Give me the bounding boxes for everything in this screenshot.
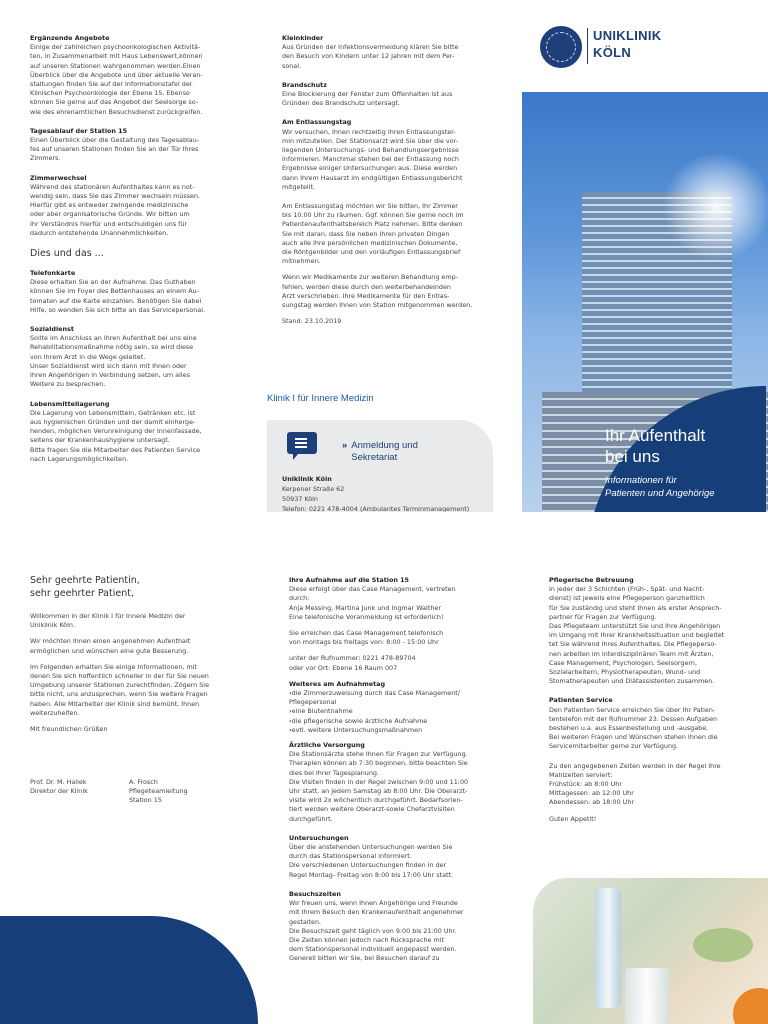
section-sozialdienst: [30, 325, 252, 389]
university-seal-icon: [540, 26, 582, 68]
signature-nursing-lead: A. Frosch Pflegeteamleitung Station 15: [129, 778, 188, 805]
cover-subtitle: Informationen für Patienten und Angehörige: [605, 475, 715, 499]
section-untersuchungen: [289, 834, 509, 880]
section-patienten-service: [549, 696, 765, 751]
section-ergaenzende-angebote: [30, 34, 252, 117]
water-bottle-photo: [533, 878, 768, 1024]
photo-leaf: [693, 928, 753, 962]
section-heading: Lebensmittellagerung: [30, 399, 110, 408]
cover-title-block: [605, 425, 715, 500]
section-heading: Weiteres am Aufnahmetag: [289, 679, 386, 688]
klinik-name-label: Klinik I für Innere Medizin: [267, 393, 374, 404]
photo-orange: [733, 988, 768, 1024]
section-telefonkarte: [30, 269, 252, 315]
paragraph: Im Folgenden erhalten Sie einige Informationen, mit denen Sie sich hoffentlich schneller in der für Sie neuen Umgebung unserer Stationen zurechtfinden. Zögern Sie bitte nicht, uns anzusprechen, wenn Sie weitere Fragen haben. Alle Mitarbeiter der Klinik sind bemüht, Ihnen weiterzuhelfen.: [30, 662, 210, 717]
section-body: Sollte im Anschluss an Ihren Aufenthalt bei uns eine Rehabilitationsmaßnahme nötig sein, so wird diese von Ihrem Arzt in die Wege geleitet. Unser Sozialdienst wird sich dann mit Ihnen oder Ihren Angehörigen in Verbindung setzen, um alles Weitere zu besprechen.: [30, 334, 197, 389]
section-besuchszeiten: [289, 890, 509, 964]
section-heading: Patienten Service: [549, 696, 613, 705]
section-heading: Am Entlassungstag: [282, 118, 352, 127]
section-body: Wir versuchen, Ihnen rechtzeitig Ihren Entlassungster- min mitzuteilen. Der Stationsarzt wird Sie über die vor- liegenden Untersuchungs- und Behandlungsergebnisse informieren. Manchmal stehen bei der Entlassung noch Ergebnisse einiger Untersuchungen aus. Diese werden dann Ihrem Hausarzt im endgültigen Entlassungsbericht mitgeteilt.: [282, 127, 463, 191]
section-heading: Telefonkarte: [30, 269, 76, 278]
section-body: Diese erhalten Sie an der Aufnahme. Das Guthaben können Sie im Foyer des Bettenhauses an einem Au- tomaten auf die Karte einzahlen. Benötigen Sie dabei Hilfe, so wenden Sie sich bitte an das Servicepersonal.: [30, 278, 206, 314]
section-body: Die Lagerung von Lebensmitteln, Getränken etc. ist aus hygienischen Gründen und der damit einherge- henden, möglichen Verunreinigung der Innenfassade, seitens der Krankenhaushygiene untersagt. Bitte fragen Sie die Mitarbeiter des Patienten Service nach Lagerungsmöglichkeiten.: [30, 408, 202, 463]
section-body: Die Stationsärzte stehe Ihnen für Fragen zur Verfügung. Therapien können ab 7:30 beginnen, bitte beachten Sie dies bei Ihrer Tagesplanung. Die Visiten finden in der Regel zwischen 9:00 und 11:00 Uhr statt, an jedem Samstag ab 8:00 Uhr. Die Oberarzt- visite wird 2x wöchentlich durchgeführt. Bedarfsorien- tiert werden weitere Oberarzt-sowie Chefarztvisiten durchgeführt.: [289, 750, 469, 823]
contact-city: 50937 Köln: [282, 495, 318, 503]
section-aerztliche-versorgung: [289, 741, 509, 824]
section-heading: Ihre Aufnahme auf die Station 15: [289, 576, 410, 584]
section-body: Eine Blockierung der Fenster zum Offenhalten ist aus Gründen des Brandschutz untersagt.: [282, 90, 453, 108]
section-body: Über die anstehenden Untersuchungen werden Sie durch das Stationspersonal informiert. Die verschiedenen Untersuchungen finden in der Regel Montag- Freitag von 8:00 bis 17:00 Uhr statt.: [289, 843, 454, 879]
paragraph: Wir möchten Ihnen einen angenehmen Aufenthalt ermöglichen und wünschen eine gute Besserung.: [30, 637, 191, 655]
section-lebensmittellagerung: [30, 400, 252, 464]
paragraph: Wenn wir Medikamente zur weiteren Behandlung emp- fehlen, werden diese durch den weiterbehandelnden Arzt verschrieben. Ihre Medikamente für den Entlas- sungstag werden Ihnen von Station mitgenommen werden.: [282, 273, 473, 310]
meal-times: Zu den angegebenen Zeiten werden in der Regel Ihre Mahlzeiten serviert: Frühstück: ab 8:00 Uhr Mittagessen: ab 12:00 Uhr Abendessen: ab 18:00 Uhr: [549, 761, 721, 807]
section-body: Den Patienten Service erreichen Sie über Ihr Patien- tentelefon mit der Rufnummer 23. Dessen Aufgaben bestehen u.a. aus Essenbestellung und -ausgabe. Bei weiteren Fragen und Wünschen stehen Ihnen die Servicemitarbeiter gerne zur Verfügung.: [549, 705, 718, 751]
bottom-middle-column: [289, 576, 509, 974]
cover-title: Ihr Aufenthalt bei uns: [605, 426, 706, 466]
paragraph: Am Entlassungstag möchten wir Sie bitten, Ihr Zimmer bis 10:00 Uhr zu räumen. Ggf. können Sie gerne noch im Patientenaufenthaltsbereich Platz nehmen. Bitte denken Sie mit daran, dass Sie neben Ihren privaten Dingen auch alle Ihre persönlichen medizinischen Dokumente, die Röntgenbilder und den vorläufigen Entlassungsbrief mitnehmen.: [282, 202, 464, 266]
section-body: Wir freuen uns, wenn Ihnen Angehörige und Freunde mit Ihrem Besuch den Krankenaufenthalt angenehmer gestalten. Die Besuchszeit geht täglich von 9:00 bis 21:00 Uhr. Die Zeiten können jedoch nach Rücksprache mit dem Stationspersonal individuell angepasst werden. Generell bitten wir Sie, bei Besuchen darauf zu: [289, 899, 464, 963]
logo-wordmark: [593, 27, 661, 61]
section-body: Während des stationären Aufenthaltes kann es not- wendig sein, dass Sie das Zimmer wechseln müssen. Hierfür gibt es entweder zwingende medizinische oder aber organisatorische Gründe. Wir bitten um Ihr Verständnis hierfür und entschuldigen uns für dadurch entstehende Unannehmlichkeiten.: [30, 182, 201, 237]
section-heading: Tagesablauf der Station 15: [30, 126, 128, 135]
top-left-column: [30, 34, 252, 474]
contact-card-heading: [342, 440, 418, 464]
section-body: Einen Überblick über die Gestaltung des Tagesablau- fes auf unseren Stationen finden Sie an der Tür Ihres Zimmers.: [30, 136, 200, 163]
logo-divider: [587, 28, 588, 64]
section-tagesablauf: [30, 127, 252, 164]
list-item: › die pflegerische sowie ärztliche Aufnahme: [289, 717, 509, 726]
section-heading: Untersuchungen: [289, 833, 349, 842]
list-item: › eine Blutentnahme: [289, 707, 509, 716]
section-entlassungstag: [282, 118, 502, 192]
section-heading: Besuchszeiten: [289, 889, 341, 898]
list-item: › die Zimmerzuweisung durch das Case Management/ Pflegepersonal: [289, 689, 509, 707]
contact-card-address: [282, 474, 469, 512]
closing: Mit freundlichen Grüßen: [30, 725, 108, 734]
section-heading: Ärztliche Versorgung: [289, 741, 365, 750]
section-weiteres: [289, 680, 509, 735]
section-heading: Sozialdienst: [30, 325, 74, 334]
section-body: In jeder der 3 Schichten (Früh-, Spät- und Nacht- dienst) ist jeweils eine Pflegeperson ganzheitlich für Sie zuständig und steht Ihnen als erster Ansprech- partner für Fragen zur Verfügung. Das Pflegeteam unterstützt Sie und Ihre Angehörigen im Umgang mit Ihrer Krankheitssituation und begleitet tet Sie während Ihres Aufenthaltes. Die Pflegeperso- nen arbeiten im interdisziplinären Team mit Ärzten, Case Management, Psychologen, Seelsorgern, Sozialarbeitern, Physiotherapeuten, Wund- und Stomatherapeuten und Diätassistenten zusammen.: [549, 585, 725, 686]
section-zimmerwechsel: [30, 174, 252, 238]
paragraph: Willkommen in der Klinik I für Innere Medizin der Uniklinik Köln.: [30, 612, 186, 630]
list-item: › evtl. weitere Untersuchungsmaßnahmen: [289, 726, 509, 735]
double-chevron-icon: »: [342, 440, 348, 451]
bottom-left-column: [30, 574, 252, 741]
logo-line-2: KÖLN: [593, 45, 632, 60]
aufnahmetag-list: [289, 689, 509, 735]
section-heading: Kleinkinder: [282, 34, 324, 42]
speech-bubble-icon: [287, 432, 317, 454]
section-pflegerische-betreuung: [549, 576, 765, 686]
section-heading: Brandschutz: [282, 80, 327, 89]
contact-phone: Telefon: 0221 478-4004 (Ambulantes Terminmanagement): [282, 505, 470, 512]
sun-glare: [662, 152, 768, 262]
logo-line-1: UNIKLINIK: [593, 28, 662, 43]
salutation: Sehr geehrte Patientin, sehr geehrter Patient,: [30, 575, 140, 599]
stand-date: Stand: 23.10.2019: [282, 317, 342, 326]
dies-und-das-heading: Dies und das ...: [30, 248, 104, 260]
section-brandschutz: [282, 81, 502, 109]
photo-bottle: [595, 888, 621, 1008]
contact-card-title: Anmeldung und Sekretariat: [351, 440, 418, 463]
guten-appetit: Guten Appetit!: [549, 814, 597, 823]
paragraph: unter der Rufnummer: 0221 478-89704 oder vor Ort: Ebene 16 Raum 007: [289, 654, 416, 672]
bottom-right-column: [549, 576, 765, 831]
section-heading: Ergänzende Angebote: [30, 34, 110, 42]
signature-director: Prof. Dr. M. Hallek Direktor der Klinik: [30, 778, 88, 796]
section-body: Aus Gründen der Infektionsvermeidung klären Sie bitte den Besuch von Kindern unter 12 Jahren mit dem Per- sonal.: [282, 43, 459, 70]
uniklinik-logo: [540, 26, 680, 70]
paragraph: Sie erreichen das Case Management telefonisch von montags bis freitags von: 8:00 - 15:00 Uhr: [289, 629, 444, 647]
section-body: Einige der zahlreichen psychoonkologischen Aktivitä- ten, in Zusammenarbeit mit Haus Lebenswert,können auf unseren Stationen wahrgenommen werden.Einen Überblick über die Angebote und über aktuelle Veran- staltungen finden Sie auf der Informationstafel der Klinischen Psychoonkologie der Ebene 15. Ebenso können Sie gerne auf das Angebot der Seelsorge so- wie des ehrenamtlichen Besuchsdienst zurückgreifen.: [30, 43, 203, 116]
photo-glass: [625, 968, 669, 1024]
contact-name: Uniklinik Köln: [282, 475, 332, 483]
paragraph: Diese erfolgt über das Case Management, vertreten durch: Anja Messing, Martina Junk und Ingmar Walther Eine telefonische Voranmeldung ist erforderlich!: [289, 585, 456, 621]
section-heading: Pflegerische Betreuung: [549, 576, 634, 584]
contact-street: Kerpener Straße 62: [282, 485, 345, 493]
section-heading: Zimmerwechsel: [30, 173, 87, 182]
section-kleinkinder: [282, 34, 502, 71]
top-middle-column: [282, 34, 502, 333]
